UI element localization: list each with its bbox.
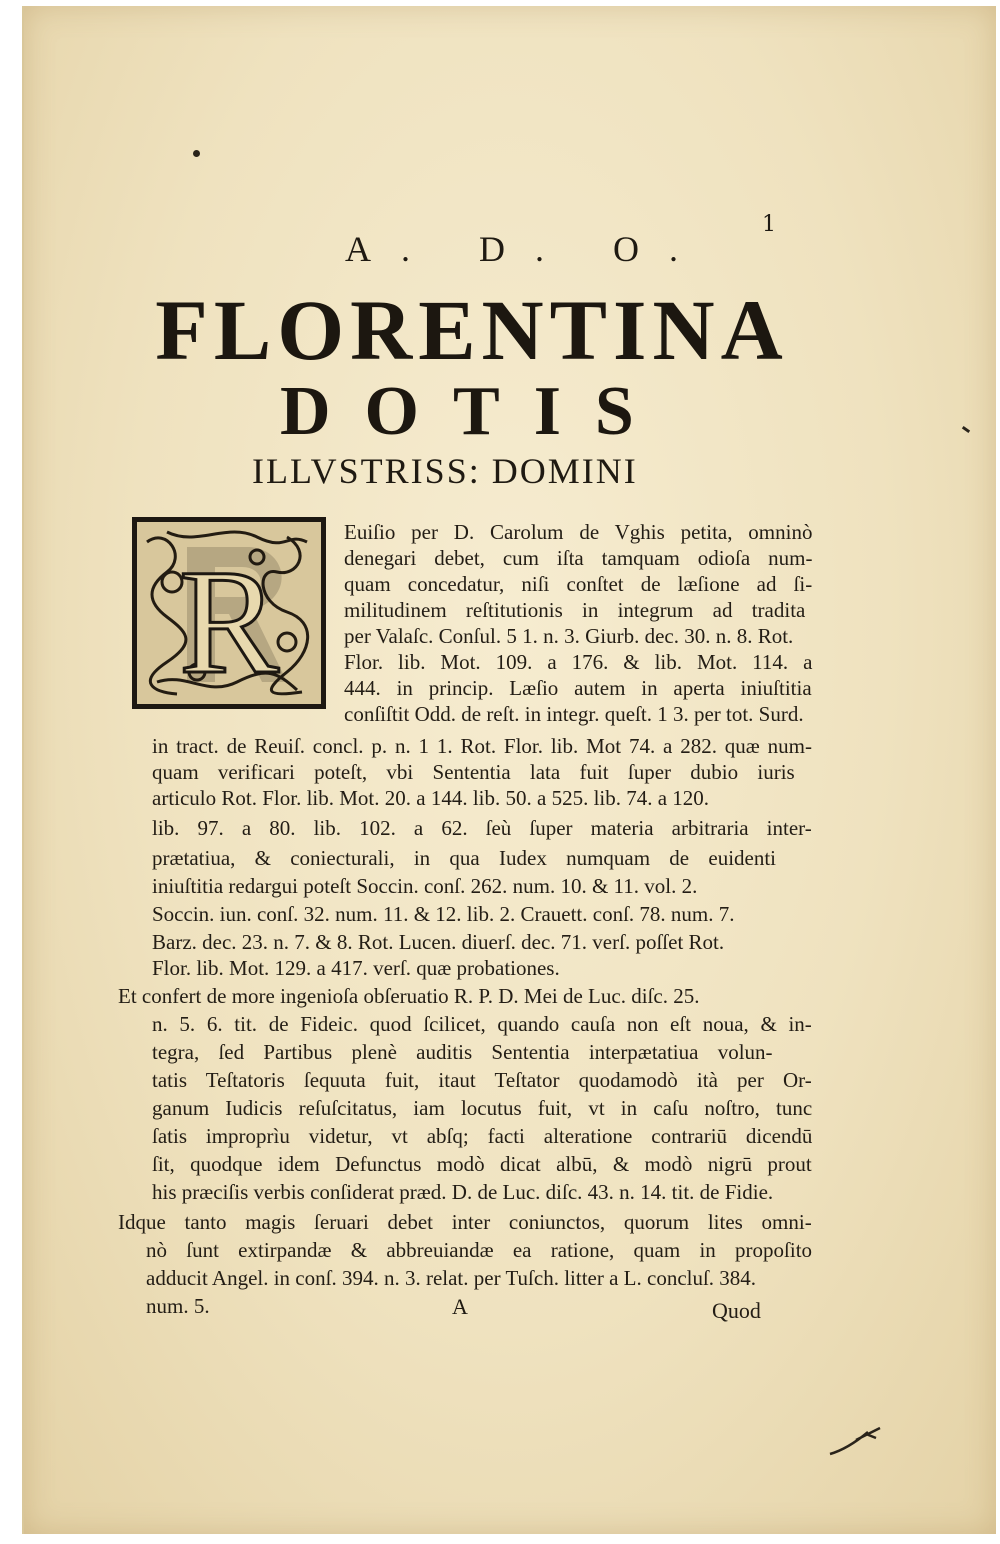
- ink-dot: [193, 150, 200, 157]
- page-subtitle: DOTIS: [280, 373, 668, 450]
- text-line: tegra, ſed Partibus plenè auditis Sententia interpætatiua volun-: [152, 1040, 773, 1064]
- text-line: Idque tanto magis ſeruari debet inter coniunctos, quorum lites omni-: [118, 1210, 812, 1234]
- text-line: Et confert de more ingenioſa obſeruatio R. P. D. Mei de Luc. diſc. 25.: [118, 984, 700, 1008]
- text-line: quam verificari poteſt, vbi Sententia lata fuit ſuper dubio iuris: [152, 760, 795, 784]
- text-line: Flor. lib. Mot. 129. a 417. verſ. quæ probationes.: [152, 956, 560, 980]
- page-number: 1: [762, 212, 776, 237]
- text-line: articulo Rot. Flor. lib. Mot. 20. a 144. lib. 50. a 525. lib. 74. a 120.: [152, 786, 710, 810]
- ink-scribble-icon: [826, 1420, 886, 1460]
- text-line: denegari debet, cum iſta tamquam odioſa num-: [344, 546, 813, 570]
- text-line: militudinem reſtitutionis in integrum ad tradita: [344, 598, 806, 622]
- text-line: lib. 97. a 80. lib. 102. a 62. ſeù ſuper materia arbitraria inter-: [152, 816, 812, 840]
- dedication-line: ILLVSTRISS: DOMINI: [252, 451, 638, 491]
- decorated-initial: [132, 517, 326, 709]
- text-line: adducit Angel. in conſ. 394. n. 3. relat. per Tuſch. litter a L. concluſ. 384.: [146, 1266, 757, 1290]
- ornament-icon: [137, 522, 321, 704]
- text-line: prætatiua, & coniecturali, in qua Iudex numquam de euidenti: [152, 846, 777, 870]
- text-line: ganum Iudicis reſuſcitatus, iam locutus fuit, vt in caſu noſtro, tunc: [152, 1096, 813, 1120]
- text-line: num. 5.: [146, 1294, 210, 1318]
- text-line: in tract. de Reuiſ. concl. p. n. 1 1. Rot. Flor. lib. Mot 74. a 282. quæ num-: [152, 734, 812, 758]
- text-line: ſit, quodque idem Defunctus modò dicat albū, & modò nigrū prout: [152, 1152, 812, 1176]
- text-line: n. 5. 6. tit. de Fideic. quod ſcilicet, quando cauſa non eſt noua, & in-: [152, 1012, 812, 1036]
- header-initials: A. D. O.: [345, 229, 708, 269]
- svg-text:R: R: [178, 539, 280, 704]
- text-line: his præciſis verbis conſiderat præd. D. de Luc. diſc. 43. n. 14. tit. de Fidie.: [152, 1180, 774, 1204]
- text-line: Soccin. iun. conſ. 32. num. 11. & 12. lib. 2. Crauett. conſ. 78. num. 7.: [152, 902, 735, 926]
- text-line: Euiſio per D. Carolum de Vghis petita, omninò: [344, 520, 813, 544]
- text-line: quam concedatur, niſi conſtet de læſione ad ſi-: [344, 572, 813, 596]
- text-line: iniuſtitia redargui poteſt Soccin. conſ. 262. num. 10. & 11. vol. 2.: [152, 874, 698, 898]
- text-line: per Valaſc. Conſul. 5 1. n. 3. Giurb. dec. 30. n. 8. Rot.: [344, 624, 794, 648]
- page-title: FLORENTINA: [155, 282, 789, 378]
- text-line: Barz. dec. 23. n. 7. & 8. Rot. Lucen. diuerſ. dec. 71. verſ. poſſet Rot.: [152, 930, 725, 954]
- text-line: nò ſunt extirpandæ & abbreuiandæ ea ratione, quam in propoſito: [146, 1238, 813, 1262]
- catchword: Quod: [712, 1298, 761, 1323]
- text-line: conſiſtit Odd. de reſt. in integr. queſt. 1 3. per tot. Surd.: [344, 702, 804, 726]
- text-line: ſatis improprìu videtur, vt abſq; facti alteratione contrariū dicendū: [152, 1124, 813, 1148]
- text-line: tatis Teſtatoris ſequuta fuit, itaut Teſtator quodamodò ità per Or-: [152, 1068, 812, 1092]
- signature-mark: A: [452, 1294, 468, 1319]
- text-line: Flor. lib. Mot. 109. a 176. & lib. Mot. 114. a: [344, 650, 813, 674]
- text-line: 444. in princip. Læſio autem in aperta iniuſtitia: [344, 676, 812, 700]
